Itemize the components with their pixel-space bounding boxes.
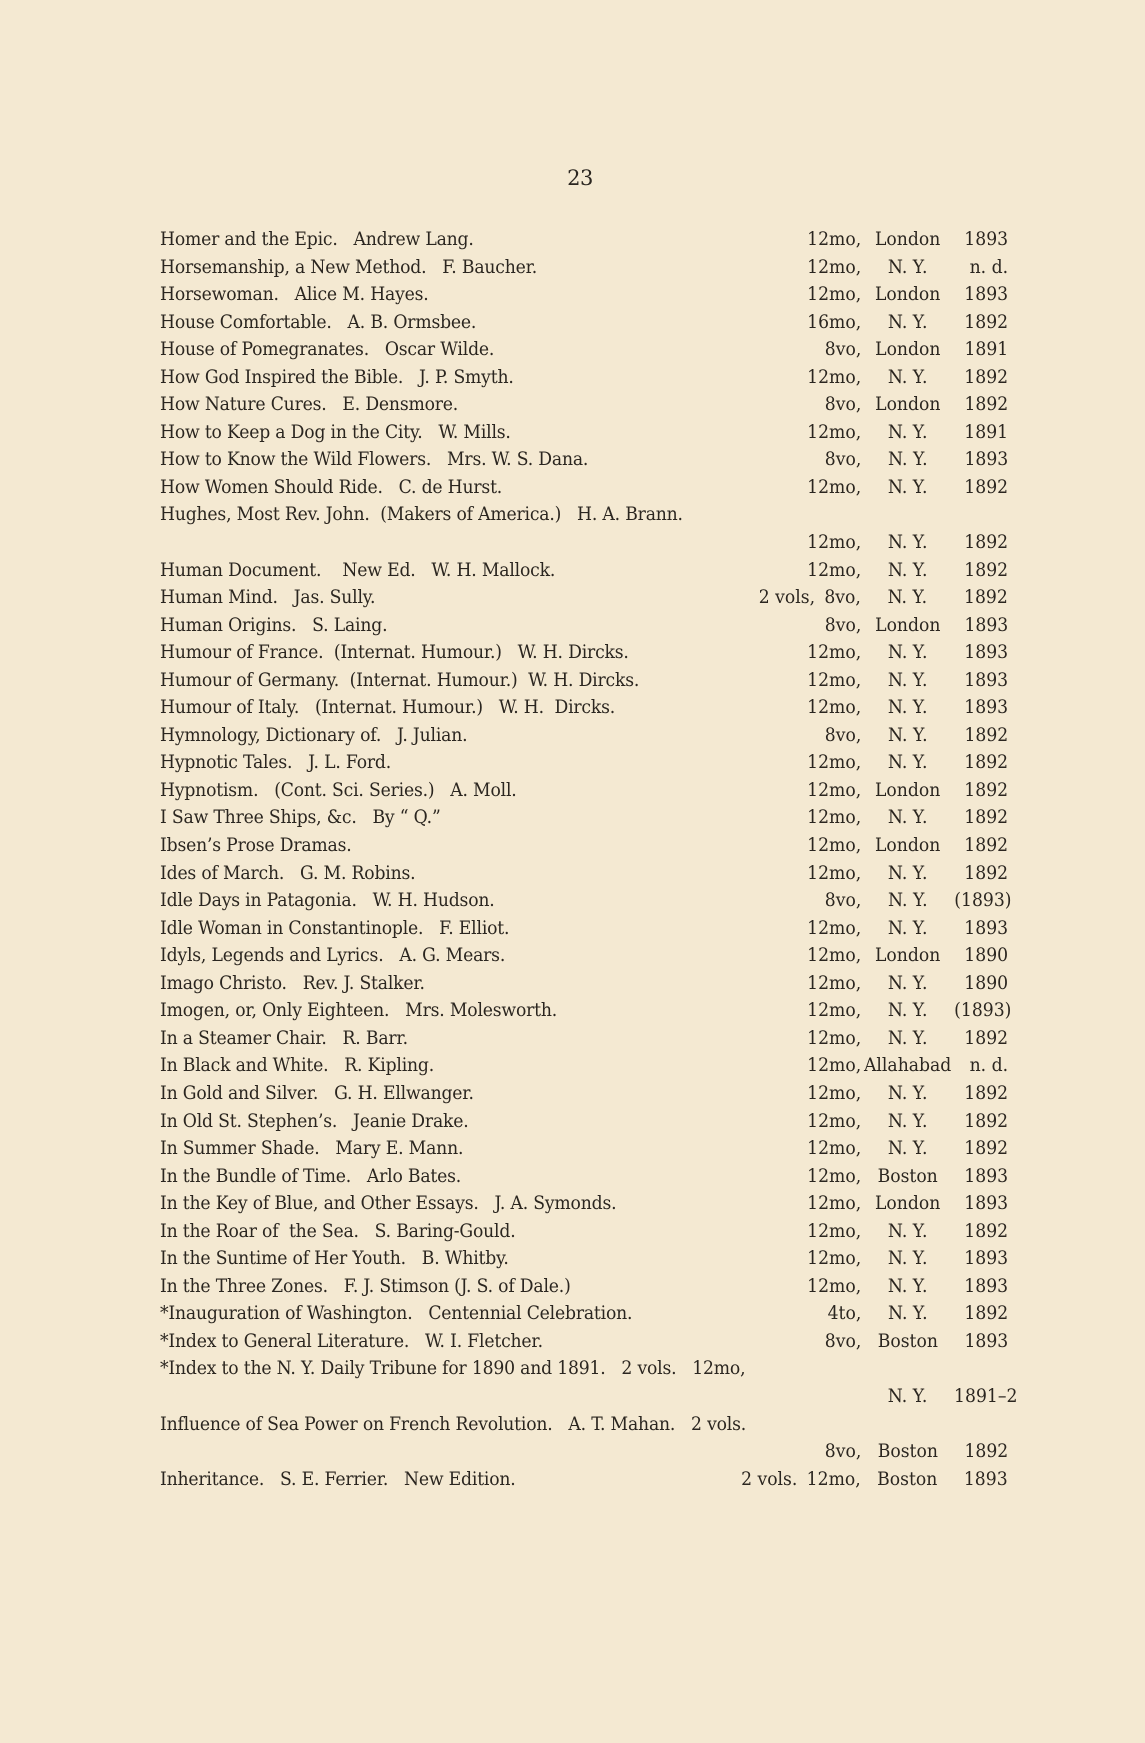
entry-year: 1892 (964, 752, 1008, 774)
catalog-entry (160, 997, 1012, 1025)
entry-title: Homer and the Epic. Andrew Lang. (160, 229, 474, 250)
entry-year: 1892 (964, 1110, 1008, 1132)
entry-format: 12mo, (807, 1055, 862, 1077)
catalog-entry-continuation (160, 1438, 1008, 1466)
catalog-entry (160, 419, 1008, 447)
page-number: 23 (567, 166, 593, 190)
entry-title: Hypnotic Tales. J. L. Ford. (160, 752, 392, 774)
entry-year: 1890 (964, 945, 1008, 967)
entry-title: How to Keep a Dog in the City. W. Mills. (160, 421, 511, 443)
entry-imprint (807, 226, 1008, 254)
entry-year: 1892 (964, 559, 1008, 581)
catalog-entry (160, 722, 1008, 750)
entry-place: N. Y. (887, 669, 928, 691)
entry-year: 1892 (964, 366, 1008, 388)
entry-year: 1893 (964, 1275, 1008, 1297)
entry-title: *Index to the N. Y. Daily Tribune for 1890 and 1891. 2 vols. 12mo, (160, 1358, 746, 1380)
entry-place: N. Y. (887, 697, 928, 719)
catalog-entry (160, 1411, 1008, 1439)
entry-place: London (874, 284, 941, 306)
entry-imprint (807, 1108, 1008, 1136)
entry-format: 12mo, (807, 1000, 862, 1022)
entry-place: N. Y. (887, 862, 928, 884)
entry-title: In Gold and Silver. G. H. Ellwanger. (160, 1082, 474, 1104)
entry-year: 1892 (964, 1082, 1008, 1104)
entry-place: N. Y. (887, 1385, 928, 1407)
entry-imprint (807, 557, 1008, 585)
entry-title: In Summer Shade. Mary E. Mann. (160, 1138, 464, 1160)
catalog-entry-continuation (160, 1383, 1018, 1411)
entry-year: 1893 (964, 284, 1008, 306)
entry-format: 12mo, (807, 1220, 862, 1242)
entry-place: Boston (877, 1330, 938, 1352)
entry-year: 1892 (964, 1027, 1008, 1049)
entry-place: N. Y. (887, 1220, 928, 1242)
catalog-entry (160, 887, 1012, 915)
entry-year: 1891 (964, 421, 1008, 443)
entry-year: 1892 (964, 1303, 1008, 1325)
catalog-entry (160, 915, 1008, 943)
entry-place: Allahabad (863, 1055, 952, 1077)
entry-place: N. Y. (887, 752, 928, 774)
catalog-entry (160, 1328, 1008, 1356)
entry-format: 12mo, (807, 862, 862, 884)
entry-year: 1893 (964, 917, 1008, 939)
catalog-entry (160, 612, 1008, 640)
entry-year: 1891–2 (954, 1385, 1018, 1407)
entry-imprint (807, 832, 1008, 860)
catalog-entry (160, 970, 1008, 998)
catalog-entry (160, 777, 1008, 805)
catalog-entry (160, 942, 1008, 970)
entry-imprint (807, 942, 1008, 970)
catalog-list (160, 226, 1018, 1493)
entry-format: 8vo, (824, 587, 862, 609)
entry-format: 8vo, (824, 614, 862, 636)
catalog-entry (160, 446, 1008, 474)
entry-year: 1892 (964, 476, 1008, 498)
entry-year: 1893 (964, 1165, 1008, 1187)
entry-imprint (807, 667, 1008, 695)
entry-title: *Inauguration of Washington. Centennial Celebration. (160, 1303, 633, 1325)
entry-format: 4to, (827, 1303, 862, 1325)
entry-imprint (825, 446, 1008, 474)
entry-format: 12mo, (807, 917, 862, 939)
entry-format: 12mo, (807, 642, 862, 664)
entry-title: Hymnology, Dictionary of. J. Julian. (160, 724, 468, 746)
entry-imprint (825, 722, 1008, 750)
entry-format: 12mo, (807, 229, 862, 250)
entry-title: I Saw Three Ships, &c. By “ Q.” (160, 807, 441, 829)
entry-place: London (874, 229, 941, 250)
catalog-entry-continuation (160, 529, 1008, 557)
entry-imprint (825, 336, 1008, 364)
entry-imprint (807, 529, 1008, 557)
entry-imprint (807, 915, 1008, 943)
catalog-entry (160, 1080, 1008, 1108)
entry-place: N. Y. (887, 366, 928, 388)
entry-imprint (824, 887, 1012, 915)
entry-imprint (807, 749, 1008, 777)
catalog-entry (160, 309, 1008, 337)
entry-format: 12mo, (807, 256, 862, 278)
entry-place: N. Y. (887, 1303, 928, 1325)
entry-format: 12mo, (807, 476, 862, 498)
entry-year: 1892 (964, 1220, 1008, 1242)
catalog-entry (160, 501, 1008, 529)
entry-format: 8vo, (824, 1330, 862, 1352)
entry-title: Hypnotism. (Cont. Sci. Series.) A. Moll. (160, 779, 517, 801)
entry-imprint (807, 1135, 1008, 1163)
entry-title: In the Three Zones. F. J. Stimson (J. S. of Dale.) (160, 1275, 571, 1297)
entry-imprint (807, 1218, 1008, 1246)
entry-year: 1893 (964, 449, 1008, 471)
entry-title: Imogen, or, Only Eighteen. Mrs. Molesworth. (160, 1000, 558, 1022)
entry-year: 1893 (964, 697, 1008, 719)
catalog-entry (160, 557, 1008, 585)
entry-imprint (807, 1052, 1008, 1080)
entry-format: 12mo, (807, 559, 862, 581)
entry-format: 12mo, (807, 284, 862, 306)
entry-imprint (807, 1273, 1008, 1301)
entry-format: 8vo, (824, 1441, 862, 1463)
entry-title: In Old St. Stephen’s. Jeanie Drake. (160, 1110, 469, 1132)
entry-imprint (807, 474, 1008, 502)
entry-title: Inheritance. S. E. Ferrier. New Edition. (160, 1468, 516, 1490)
catalog-entry (160, 254, 1008, 282)
entry-year: 1892 (964, 862, 1008, 884)
entry-imprint (759, 584, 1008, 612)
catalog-entry (160, 860, 1008, 888)
entry-title: Ides of March. G. M. Robins. (160, 862, 416, 884)
entry-place: N. Y. (887, 807, 928, 829)
catalog-entry (160, 584, 1008, 612)
catalog-entry (160, 1245, 1008, 1273)
entry-year: 1892 (964, 311, 1008, 333)
entry-year: 1892 (964, 807, 1008, 829)
entry-year: 1892 (964, 1441, 1008, 1463)
catalog-entry (160, 804, 1008, 832)
entry-imprint (741, 1466, 1008, 1494)
entry-place: London (874, 394, 941, 416)
entry-place: London (874, 339, 941, 361)
catalog-entry (160, 364, 1008, 392)
entry-year: 1893 (964, 1330, 1008, 1352)
entry-place: Boston (877, 1165, 938, 1187)
entry-place: N. Y. (887, 421, 928, 443)
catalog-entry (160, 1355, 1008, 1383)
entry-format: 8vo, (824, 890, 862, 912)
catalog-entry (160, 1052, 1008, 1080)
entry-place: N. Y. (887, 559, 928, 581)
entry-format: 8vo, (824, 394, 862, 416)
entry-imprint (807, 1163, 1008, 1191)
entry-format: 12mo, (807, 1275, 862, 1297)
entry-imprint (825, 612, 1008, 640)
entry-place: London (874, 614, 941, 636)
entry-place: London (874, 1193, 941, 1215)
catalog-entry (160, 336, 1008, 364)
entry-imprint (807, 1080, 1008, 1108)
entry-format: 16mo, (807, 311, 862, 333)
entry-volumes: 2 vols, (758, 587, 816, 609)
entry-imprint (807, 1245, 1008, 1273)
entry-volumes: 2 vols. (741, 1468, 798, 1490)
entry-year: 1892 (964, 724, 1008, 746)
entry-format: 8vo, (824, 724, 862, 746)
entry-imprint (825, 1328, 1008, 1356)
entry-year: 1890 (964, 972, 1008, 994)
entry-imprint (807, 777, 1008, 805)
entry-imprint (807, 281, 1008, 309)
entry-title: In the Key of Blue, and Other Essays. J. A. Symonds. (160, 1193, 617, 1215)
entry-format: 12mo, (807, 1138, 862, 1160)
catalog-entry (160, 1190, 1008, 1218)
entry-imprint (807, 419, 1008, 447)
entry-title: In the Suntime of Her Youth. B. Whitby. (160, 1248, 509, 1270)
entry-title: House of Pomegranates. Oscar Wilde. (160, 339, 495, 361)
entry-year: 1893 (964, 642, 1008, 664)
catalog-entry (160, 1300, 1008, 1328)
entry-title: Idyls, Legends and Lyrics. A. G. Mears. (160, 945, 506, 967)
entry-title: Imago Christo. Rev. J. Stalker. (160, 972, 425, 994)
catalog-entry (160, 639, 1008, 667)
entry-format: 12mo, (807, 1248, 862, 1270)
entry-imprint (827, 1300, 1008, 1328)
catalog-entry (160, 1466, 1008, 1494)
entry-place: N. Y. (887, 917, 928, 939)
entry-year: 1892 (964, 587, 1008, 609)
entry-format: 12mo, (807, 669, 862, 691)
entry-imprint (807, 694, 1008, 722)
entry-place: London (874, 779, 941, 801)
entry-place: N. Y. (887, 311, 928, 333)
entry-place: London (874, 945, 941, 967)
entry-title: How Nature Cures. E. Densmore. (160, 394, 459, 416)
entry-format: 12mo, (807, 835, 862, 857)
entry-year: 1892 (964, 394, 1008, 416)
entry-format: 12mo, (807, 972, 862, 994)
catalog-entry (160, 1163, 1008, 1191)
entry-title: Humour of Germany. (Internat. Humour.) W. H. Dircks. (160, 669, 640, 691)
entry-format: 12mo, (807, 1165, 862, 1187)
entry-year: 1891 (964, 339, 1008, 361)
entry-title: Hughes, Most Rev. John. (Makers of America.) H. A. Brann. (160, 504, 683, 526)
entry-year: 1892 (964, 1138, 1008, 1160)
entry-imprint (807, 1025, 1008, 1053)
entry-title: In Black and White. R. Kipling. (160, 1055, 435, 1077)
entry-title: In the Bundle of Time. Arlo Bates. (160, 1165, 462, 1187)
entry-title: In a Steamer Chair. R. Barr. (160, 1027, 408, 1049)
entry-place: N. Y. (887, 972, 928, 994)
catalog-entry (160, 1025, 1008, 1053)
entry-format: 12mo, (807, 807, 862, 829)
entry-title: Influence of Sea Power on French Revolution. A. T. Mahan. 2 vols. (160, 1413, 747, 1435)
entry-title: *Index to General Literature. W. I. Fletcher. (160, 1330, 543, 1352)
catalog-entry (160, 749, 1008, 777)
entry-year: 1893 (964, 1248, 1008, 1270)
entry-place: N. Y. (887, 1138, 928, 1160)
entry-title: Ibsen’s Prose Dramas. (160, 835, 352, 857)
catalog-entry (160, 1135, 1008, 1163)
entry-format: 12mo, (807, 697, 862, 719)
entry-place: N. Y. (887, 1000, 928, 1022)
entry-title: Humour of France. (Internat. Humour.) W. H. Dircks. (160, 642, 629, 664)
entry-imprint (861, 1383, 1018, 1411)
entry-place: N. Y. (887, 1275, 928, 1297)
entry-format: 12mo, (807, 752, 862, 774)
entry-year: 1892 (964, 532, 1008, 554)
catalog-entry (160, 694, 1008, 722)
entry-format: 12mo, (807, 532, 862, 554)
entry-imprint (807, 997, 1012, 1025)
entry-imprint (807, 254, 1008, 282)
catalog-entry (160, 226, 1008, 254)
entry-imprint (807, 639, 1008, 667)
entry-place: N. Y. (887, 1110, 928, 1132)
entry-format: 8vo, (824, 339, 862, 361)
entry-title: House Comfortable. A. B. Ormsbee. (160, 311, 477, 333)
entry-year: (1893) (954, 890, 1012, 912)
entry-year: 1893 (964, 229, 1008, 250)
catalog-entry (160, 1108, 1008, 1136)
entry-title: How God Inspired the Bible. J. P. Smyth. (160, 366, 514, 388)
entry-place: N. Y. (887, 1027, 928, 1049)
entry-title: Idle Woman in Constantinople. F. Elliot. (160, 917, 510, 939)
entry-format: 12mo, (807, 421, 862, 443)
entry-title: Humour of Italy. (Internat. Humour.) W. H. Dircks. (160, 697, 616, 719)
entry-format: 12mo, (807, 1110, 862, 1132)
entry-year: 1893 (964, 669, 1008, 691)
entry-place: N. Y. (887, 256, 928, 278)
entry-format: 12mo, (807, 1193, 862, 1215)
entry-title: Human Origins. S. Laing. (160, 614, 388, 636)
entry-imprint (807, 804, 1008, 832)
entry-title: In the Roar of the Sea. S. Baring-Gould. (160, 1220, 516, 1242)
entry-imprint (807, 860, 1008, 888)
entry-place: London (874, 835, 941, 857)
entry-title: Horsewoman. Alice M. Hayes. (160, 284, 429, 306)
entry-place: N. Y. (887, 587, 928, 609)
entry-imprint (807, 970, 1008, 998)
catalog-entry (160, 391, 1008, 419)
entry-imprint (825, 391, 1008, 419)
catalog-entry (160, 1273, 1008, 1301)
entry-format: 12mo, (807, 366, 862, 388)
catalog-entry (160, 281, 1008, 309)
entry-title: Human Document. New Ed. W. H. Mallock. (160, 559, 556, 581)
entry-place: N. Y. (887, 890, 928, 912)
entry-title: How to Know the Wild Flowers. Mrs. W. S. Dana. (160, 449, 589, 471)
entry-year: 1893 (964, 1468, 1008, 1490)
entry-imprint (807, 1190, 1008, 1218)
entry-imprint (807, 309, 1008, 337)
catalog-entry (160, 474, 1008, 502)
entry-place: N. Y. (887, 724, 928, 746)
catalog-entry (160, 667, 1008, 695)
entry-year: 1893 (964, 614, 1008, 636)
entry-title: How Women Should Ride. C. de Hurst. (160, 476, 503, 498)
entry-place: Boston (877, 1441, 938, 1463)
entry-place: N. Y. (887, 1248, 928, 1270)
entry-place: N. Y. (887, 449, 928, 471)
entry-year: 1892 (964, 835, 1008, 857)
entry-format: 12mo, (807, 1082, 862, 1104)
entry-format: 12mo, (807, 1468, 862, 1490)
entry-imprint (807, 364, 1008, 392)
entry-title: Horsemanship, a New Method. F. Baucher. (160, 256, 538, 278)
entry-year: n. d. (969, 1055, 1008, 1077)
entry-place: N. Y. (887, 532, 928, 554)
entry-place: N. Y. (887, 1082, 928, 1104)
entry-year: 1893 (964, 1193, 1008, 1215)
entry-year: n. d. (969, 256, 1008, 278)
entry-title: Idle Days in Patagonia. W. H. Hudson. (160, 890, 495, 912)
entry-format: 12mo, (807, 945, 862, 967)
entry-year: (1893) (954, 1000, 1012, 1022)
entry-year: 1892 (964, 779, 1008, 801)
entry-format: 12mo, (807, 779, 862, 801)
entry-format: 8vo, (824, 449, 862, 471)
catalog-entry (160, 832, 1008, 860)
catalog-entry (160, 1218, 1008, 1246)
entry-imprint (825, 1438, 1008, 1466)
entry-place: N. Y. (887, 642, 928, 664)
entry-place: N. Y. (887, 476, 928, 498)
entry-title: Human Mind. Jas. Sully. (160, 587, 376, 609)
entry-format: 12mo, (807, 1027, 862, 1049)
entry-place: Boston (877, 1468, 938, 1490)
